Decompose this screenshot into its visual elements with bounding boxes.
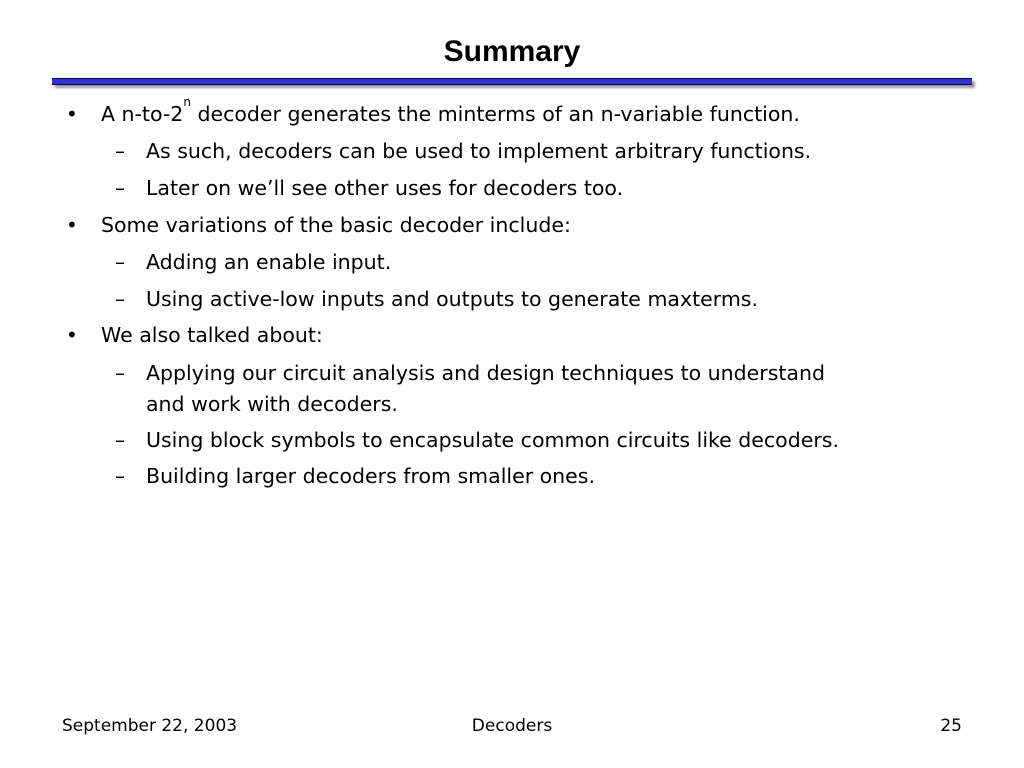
bullet-3: We also talked about: <box>101 323 323 347</box>
slide-title: Summary <box>443 35 581 68</box>
footer-date: September 22, 2003 <box>62 716 238 736</box>
bullet-3-sub-1-line-1: Applying our circuit analysis and design techniques to understand <box>146 361 825 385</box>
bullet-2-sub-2: Using active-low inputs and outputs to generate maxterms. <box>146 287 758 311</box>
bullet-1-superscript: n <box>183 95 191 109</box>
bullet-1-text-after: decoder generates the minterms of an n-variable function. <box>190 102 800 126</box>
sub-bullet-marker: – <box>115 176 125 200</box>
footer-topic: Decoders <box>471 716 553 736</box>
bullet-1-text-before: A n-to-2 <box>101 102 184 126</box>
sub-bullet-marker: – <box>115 361 125 385</box>
bullet-marker: • <box>66 213 78 237</box>
bullet-3-sub-1-line-2: and work with decoders. <box>146 392 398 416</box>
footer-page-number: 25 <box>940 716 962 736</box>
bullet-1 <box>101 95 800 130</box>
bullet-2: Some variations of the basic decoder include: <box>101 213 571 237</box>
title-divider <box>52 78 972 85</box>
sub-bullet-marker: – <box>115 139 125 163</box>
sub-bullet-marker: – <box>115 287 125 311</box>
bullet-1-sub-1: As such, decoders can be used to implement arbitrary functions. <box>146 139 812 163</box>
sub-bullet-marker: – <box>115 464 125 488</box>
bullet-3-sub-3: Building larger decoders from smaller ones. <box>146 464 595 488</box>
bullet-3-sub-2: Using block symbols to encapsulate common circuits like decoders. <box>146 428 839 452</box>
sub-bullet-marker: – <box>115 428 125 452</box>
bullet-marker: • <box>66 323 78 347</box>
bullet-marker: • <box>66 102 78 126</box>
sub-bullet-marker: – <box>115 250 125 274</box>
bullet-2-sub-1: Adding an enable input. <box>146 250 392 274</box>
bullet-1-sub-2: Later on we’ll see other uses for decoders too. <box>146 176 624 200</box>
